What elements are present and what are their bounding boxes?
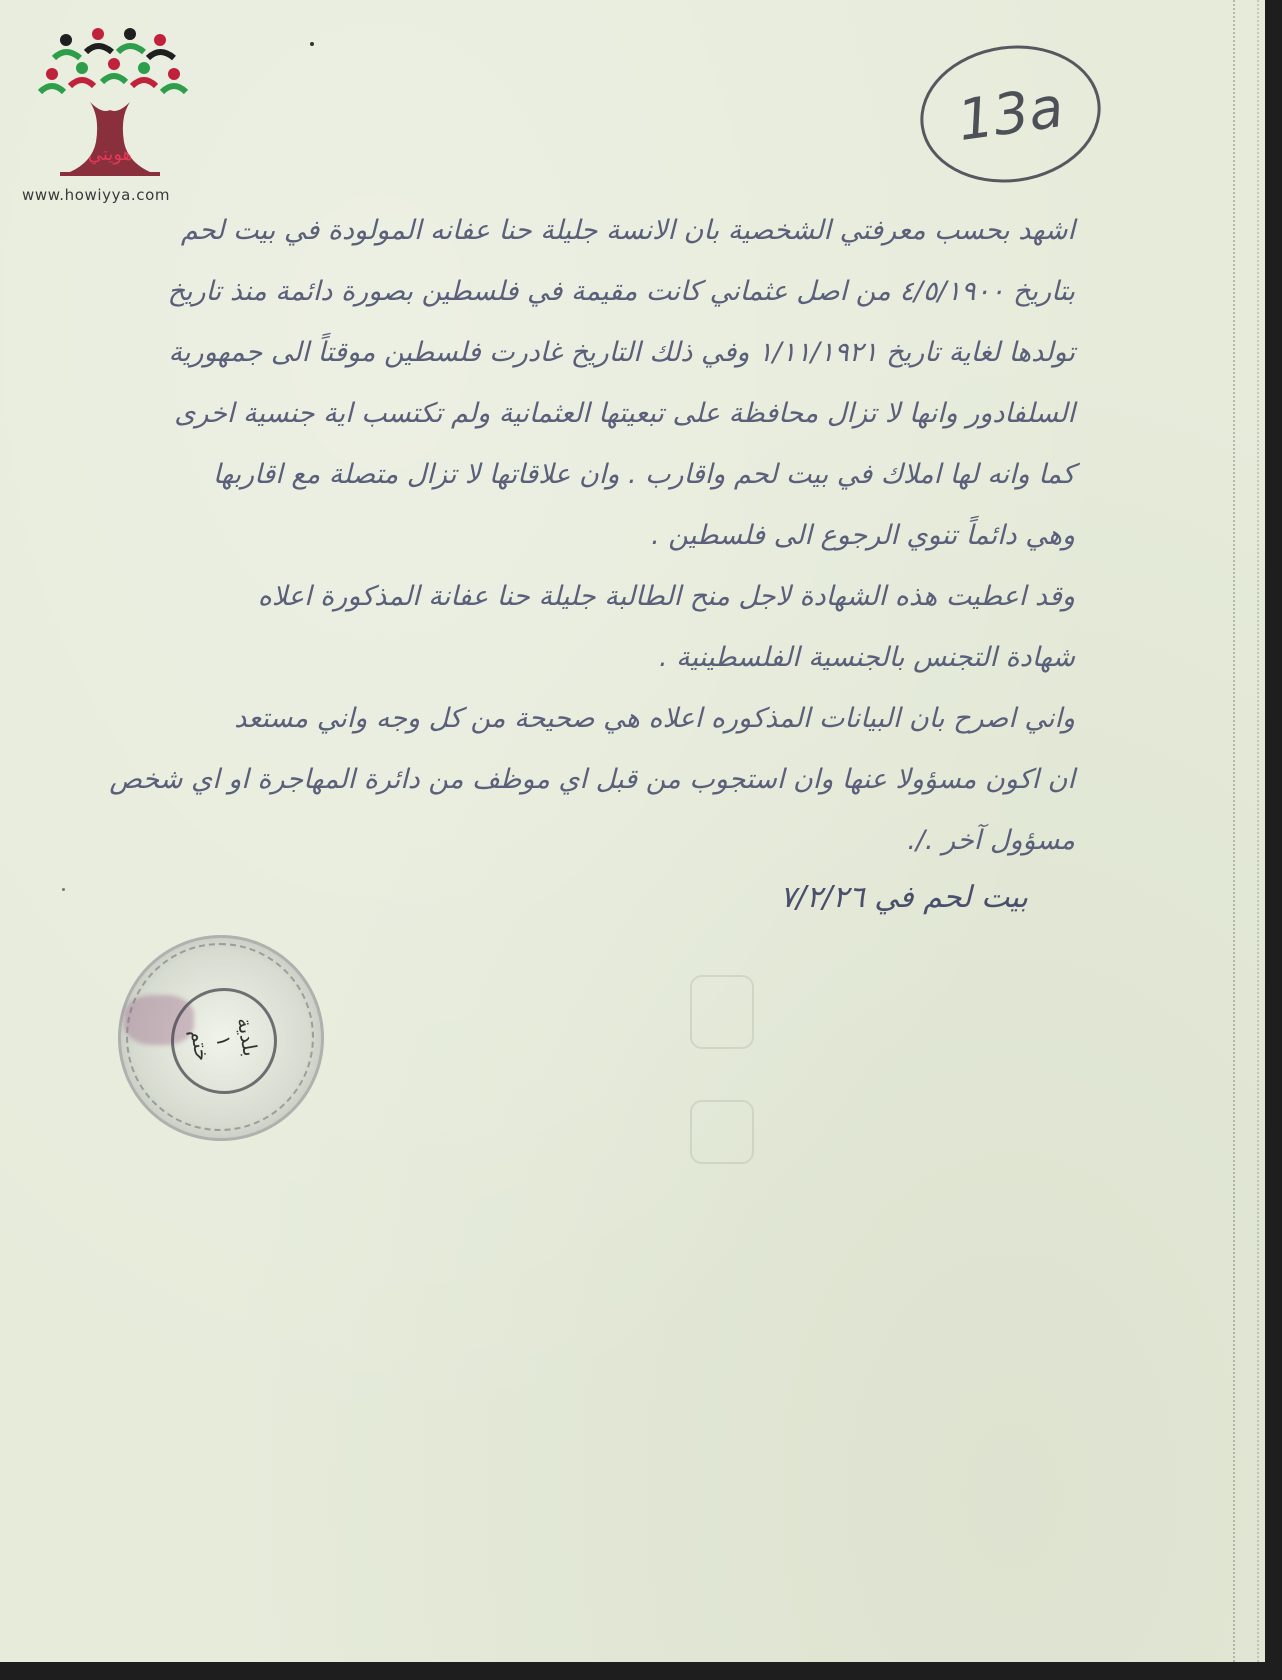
text-line-2: بتاريخ ٤/٥/١٩٠٠ من اصل عثماني كانت مقيمة في فلسطين بصورة دائمة منذ تاريخ bbox=[167, 276, 1075, 307]
show-through-mark bbox=[690, 975, 754, 1049]
stamp-text-3: ختم bbox=[185, 1027, 215, 1063]
stamp-text-2: ١ bbox=[211, 1033, 237, 1049]
text-line-7: وقد اعطيت هذه الشهادة لاجل منح الطالبة جليلة حنا عفانة المذكورة اعلاه bbox=[257, 581, 1075, 612]
official-stamp bbox=[118, 935, 324, 1141]
howiyya-logo bbox=[30, 22, 190, 212]
text-line-9: واني اصرح بان البيانات المذكوره اعلاه هي صحيحة من كل وجه واني مستعد bbox=[234, 703, 1075, 734]
logo-text: هويتي bbox=[87, 144, 133, 165]
stamp-text-1: بلدية bbox=[232, 1015, 263, 1059]
certificate-text bbox=[109, 200, 1075, 871]
text-line-1: اشهد بحسب معرفتي الشخصية بان الانسة جليلة حنا عفانه المولودة في بيت لحم bbox=[180, 215, 1075, 246]
speck bbox=[62, 888, 65, 891]
scan-border-bottom bbox=[0, 1662, 1282, 1680]
tree-logo-icon bbox=[30, 22, 190, 192]
text-line-6: وهي دائماً تنوي الرجوع الى فلسطين . bbox=[651, 520, 1075, 551]
show-through-mark bbox=[690, 1100, 754, 1164]
signature-place-date: بيت لحم في ٧/٢/٢٦ bbox=[780, 880, 1028, 915]
people-figures-icon bbox=[40, 28, 186, 92]
text-line-3: تولدها لغاية تاريخ ١/١١/١٩٢١ وفي ذلك التاريخ غادرت فلسطين موقتاً الى جمهورية bbox=[168, 337, 1075, 368]
text-line-8: شهادة التجنس بالجنسية الفلسطينية . bbox=[659, 642, 1075, 673]
scan-border-right bbox=[1265, 0, 1282, 1680]
margin-binding-marks bbox=[1233, 0, 1259, 1662]
text-line-10: ان اكون مسؤولا عنها وان استجوب من قبل اي موظف من دائرة المهاجرة او اي شخص bbox=[109, 764, 1075, 795]
text-line-4: السلفادور وانها لا تزال محافظة على تبعيتها العثمانية ولم تكتسب اية جنسية اخرى bbox=[174, 398, 1075, 429]
page-number-circle: 13a bbox=[911, 34, 1109, 194]
text-line-11: مسؤول آخر ./. bbox=[907, 825, 1075, 856]
text-line-5: كما وانه لها املاك في بيت لحم واقارب . وان علاقاتها لا تزال متصلة مع اقاربها bbox=[212, 459, 1075, 490]
speck bbox=[310, 42, 314, 46]
logo-url[interactable]: www.howiyya.com bbox=[22, 186, 171, 204]
